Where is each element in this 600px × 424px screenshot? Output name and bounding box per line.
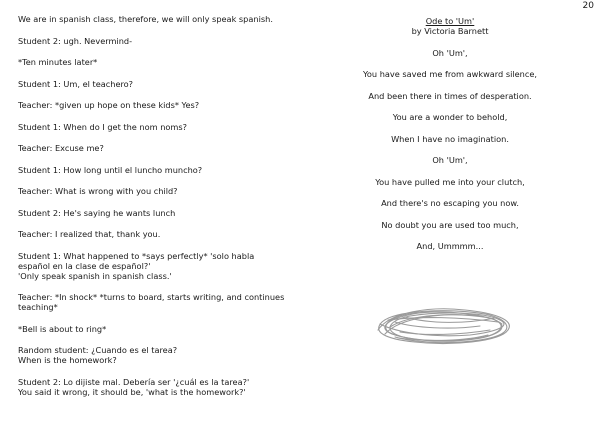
dialogue-line: Student 2: He's saying he wants lunch [18,207,176,218]
dialogue-line: Teacher: What is wrong with you child? [18,186,178,196]
poem-line: Oh 'Um', [432,47,468,58]
scribble-drawing [370,302,520,347]
dialogue-line: Student 1: When do I get the nom noms? [18,121,187,132]
poem-line: No doubt you are used too much, [381,219,519,230]
dialogue-line: Student 1: How long until el luncho muncho? [18,164,203,175]
dialogue-line: Student 1: What happened to *says perfectly* 'solo habla español en la clase de español?' 'Only speak spanish in spanish class.' [18,250,255,281]
dialogue-line: Teacher: *In shock* *turns to board, starts writing, and continues teaching* [18,292,285,312]
dialogue-line: Teacher: I realized that, thank you. [18,229,161,239]
dialogue-line: Teacher: *given up hope on these kids* Yes? [18,100,200,110]
poem-column [340,16,560,263]
page-number: 20 [582,1,594,11]
dialogue-column [18,14,318,408]
poem-title: Ode to 'Um' [425,16,475,26]
poem-line: Oh 'Um', [432,155,468,165]
dialogue-line: Student 2: Lo dijiste mal. Debería ser '¿cuál es la tarea?' You said it wrong, it should be, 'what is the homework?' [18,376,250,397]
poem-line: And been there in times of desperation. [368,90,532,101]
poem-line: You are a wonder to behold, [392,112,508,122]
poem-author: by Victoria Barnett [411,26,489,36]
dialogue-line: Student 2: ugh. Nevermind- [18,35,133,46]
poem-line: And, Ummmm... [416,241,484,251]
dialogue-line: Student 1: Um, el teachero? [18,78,134,89]
dialogue-line: We are in spanish class, therefore, we will only speak spanish. [18,14,273,24]
dialogue-line: *Bell is about to ring* [18,323,107,334]
poem-line: You have pulled me into your clutch, [375,176,525,187]
dialogue-line: Teacher: Excuse me? [18,143,104,153]
poem-line: When I have no imagination. [391,133,509,144]
poem-line: And there's no escaping you now. [381,198,519,208]
dialogue-line: *Ten minutes later* [18,57,98,67]
poem-line: You have saved me from awkward silence, [362,69,537,79]
dialogue-line: Random student: ¿Cuando es el tarea? When is the homework? [18,345,178,365]
